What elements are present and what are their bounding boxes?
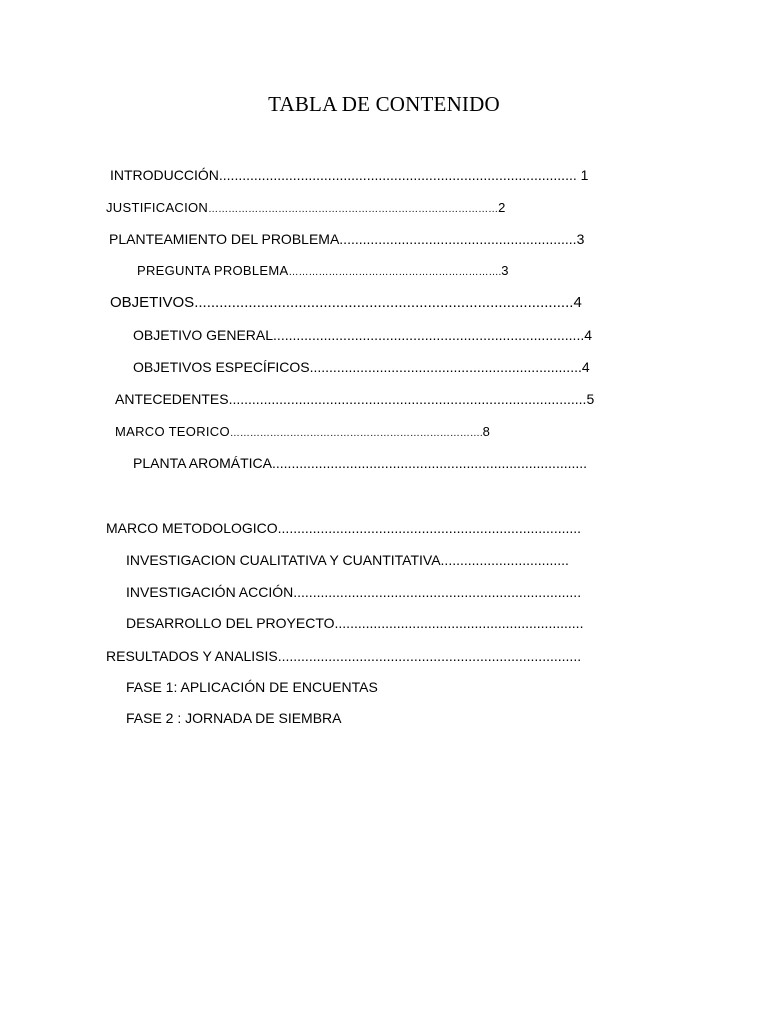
toc-entry-introduccion <box>110 166 588 184</box>
toc-entry-desarrollo-proyecto <box>126 614 583 632</box>
toc-leader-dots: ........................................................................................... <box>194 294 574 311</box>
toc-entry-pregunta-problema <box>137 262 509 282</box>
toc-entry-label: INVESTIGACION CUALITATIVA Y CUANTITATIVA <box>126 552 441 568</box>
toc-page-number: 3 <box>501 263 509 278</box>
toc-page-number: 5 <box>586 391 595 407</box>
toc-entry-label: PLANTA AROMÁTICA <box>133 455 272 471</box>
toc-entry-label: ANTECEDENTES <box>115 391 229 407</box>
toc-page-number: 2 <box>498 200 506 215</box>
toc-entry-justificacion <box>106 199 506 219</box>
toc-entry-label: RESULTADOS Y ANALISIS <box>106 648 278 664</box>
toc-leader-dots: …………………………………………………………………………… <box>208 204 499 215</box>
toc-entry-marco-metodologico <box>106 519 581 537</box>
toc-entry-investigacion-accion <box>126 583 581 601</box>
toc-entry-objetivos <box>110 294 582 312</box>
toc-leader-dots: ...................................................................... <box>309 359 582 375</box>
toc-page-number: 8 <box>482 424 491 439</box>
toc-leader-dots: ............................................................................................ <box>218 167 577 183</box>
toc-entry-resultados-analisis <box>106 647 581 665</box>
toc-leader-dots: .............................................................................. <box>277 520 582 536</box>
toc-leader-dots: ................................................................................. <box>272 455 588 471</box>
toc-page-number: 4 <box>581 359 590 375</box>
toc-entry-marco-teorico <box>115 423 490 443</box>
toc-entry-label: PREGUNTA PROBLEMA <box>137 263 289 278</box>
toc-leader-dots: .......................................................................... <box>293 584 582 600</box>
toc-entry-planteamiento <box>109 230 584 248</box>
toc-leader-dots: .............................................................................. <box>277 648 582 664</box>
toc-entry-objetivos-especificos <box>133 358 590 376</box>
toc-entry-fase-1 <box>126 678 378 696</box>
toc-entry-fase-2 <box>126 709 342 727</box>
toc-leader-dots: ………………………………………………………. <box>288 267 502 278</box>
toc-entry-label: JUSTIFICACION <box>106 200 209 215</box>
toc-leader-dots: ............................................................. <box>339 231 577 247</box>
toc-entry-label: INVESTIGACIÓN ACCIÓN <box>126 584 294 600</box>
toc-entry-label: MARCO METODOLOGICO <box>106 520 278 536</box>
toc-leader-dots: ................................................................ <box>334 615 584 631</box>
toc-leader-dots: ................................. <box>440 552 569 568</box>
toc-entry-label: FASE 2 : JORNADA DE SIEMBRA <box>126 710 342 726</box>
toc-entry-antecedentes <box>115 390 594 408</box>
toc-entry-label: OBJETIVOS ESPECÍFICOS <box>133 359 310 375</box>
toc-page-number: 4 <box>573 294 582 311</box>
page-title: TABLA DE CONTENIDO <box>268 92 500 116</box>
toc-entry-label: MARCO TEORICO <box>115 424 230 439</box>
toc-entry-label: PLANTEAMIENTO DEL PROBLEMA <box>109 231 340 247</box>
toc-leader-dots: …………………………………………………………………. <box>229 428 483 439</box>
toc-entry-label: INTRODUCCIÓN <box>110 167 219 183</box>
toc-leader-dots: ................................................................................ <box>273 327 585 343</box>
toc-leader-dots: ............................................................................................ <box>228 391 587 407</box>
toc-page-number: 4 <box>584 327 593 343</box>
toc-entry-label: FASE 1: APLICACIÓN DE ENCUENTAS <box>126 679 378 695</box>
toc-page-number: 3 <box>576 231 585 247</box>
toc-page-number: 1 <box>576 167 589 183</box>
toc-entry-planta-aromatica <box>133 454 587 472</box>
toc-entry-label: OBJETIVO GENERAL <box>133 327 274 343</box>
toc-entry-label: DESARROLLO DEL PROYECTO <box>126 615 335 631</box>
toc-entry-label: OBJETIVOS <box>110 294 195 311</box>
toc-entry-objetivo-general <box>133 326 592 344</box>
toc-entry-investigacion-cualitativa <box>126 551 569 569</box>
